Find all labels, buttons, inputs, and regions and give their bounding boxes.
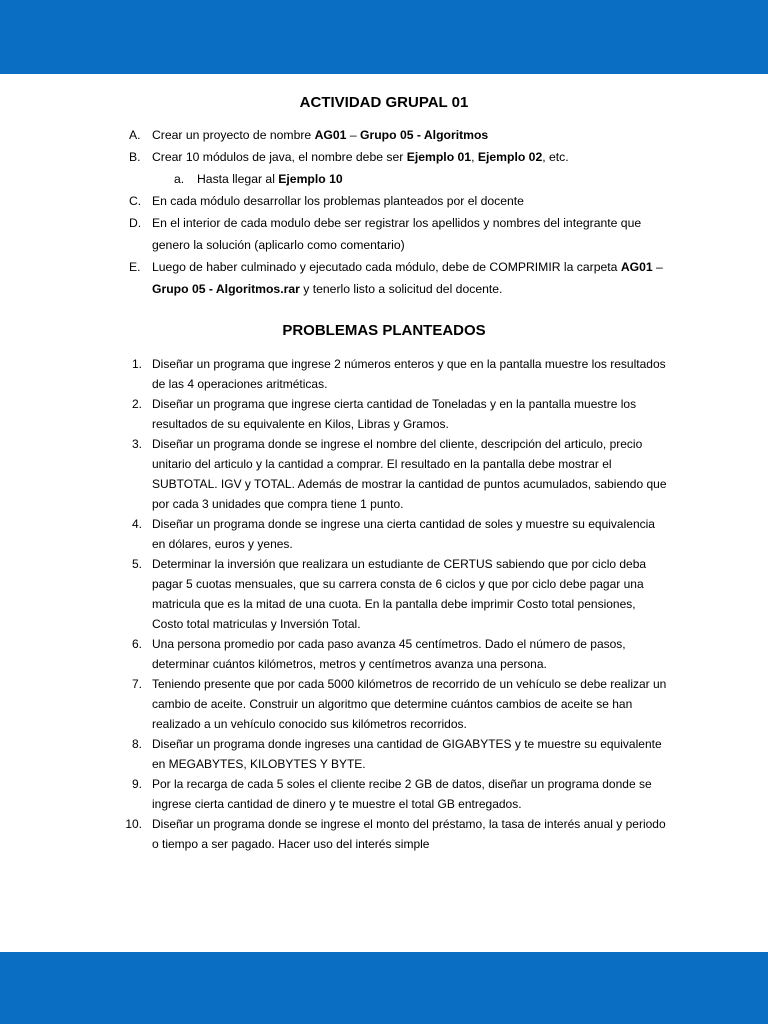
- project-name: AG01: [314, 128, 347, 142]
- instruction-label: B.: [129, 150, 141, 164]
- problem-number: 9.: [131, 777, 142, 791]
- instruction-label: C.: [129, 194, 142, 208]
- instruction-text: –: [346, 128, 360, 142]
- instruction-text: , etc.: [542, 150, 569, 164]
- instruction-text: Crear 10 módulos de java, el nombre debe ser: [152, 150, 407, 164]
- archive-name: AG01: [620, 260, 653, 274]
- instruction-label: E.: [129, 260, 141, 274]
- problem-text: Diseñar un programa donde se ingrese una cierta cantidad de soles y muestre su equivalencia en dólares, euros y yenes.: [152, 517, 655, 551]
- problem-text: Teniendo presente que por cada 5000 kilómetros de recorrido de un vehículo se debe realizar un cambio de aceite. Construir un algoritmo que determine cuántos cambios de aceite se han realizado a un vehículo conocido sus kilómetros recorridos.: [152, 677, 667, 731]
- instruction-item-e: [0, 256, 768, 300]
- problem-number: 10.: [125, 817, 142, 831]
- instruction-item-a: [0, 124, 768, 146]
- problem-number: 6.: [131, 637, 142, 651]
- problem-number: 3.: [131, 437, 142, 451]
- problem-item: [0, 394, 768, 434]
- problem-number: 8.: [131, 737, 142, 751]
- problem-item: [0, 734, 768, 774]
- problem-item: [0, 674, 768, 734]
- instruction-text: ,: [471, 150, 478, 164]
- problem-number: 1.: [131, 357, 142, 371]
- instruction-item-b-a: [0, 168, 768, 190]
- problem-item: [0, 514, 768, 554]
- problem-number: 2.: [131, 397, 142, 411]
- instruction-label: a.: [174, 172, 185, 186]
- instruction-item-d: [0, 212, 768, 256]
- instruction-text: –: [652, 260, 663, 274]
- problem-text: Por la recarga de cada 5 soles el cliente recibe 2 GB de datos, diseñar un programa donde se ingrese cierta cantidad de dinero y te muestre el total GB entregados.: [152, 777, 652, 811]
- footer-band: [0, 952, 768, 1024]
- instruction-text: Crear un proyecto de nombre: [152, 128, 315, 142]
- problem-item: [0, 554, 768, 634]
- problem-number: 4.: [131, 517, 142, 531]
- problem-text: Diseñar un programa que ingrese cierta cantidad de Toneladas y en la pantalla muestre los resultados de su equivalente en Kilos, Libras y Gramos.: [152, 397, 637, 431]
- project-name: Grupo 05 - Algoritmos: [360, 128, 489, 142]
- problem-item: [0, 814, 768, 854]
- instruction-text: Hasta llegar al: [197, 172, 279, 186]
- instruction-label: D.: [129, 216, 142, 230]
- instruction-text: y tenerlo listo a solicitud del docente.: [299, 282, 503, 296]
- instruction-item-b: [0, 146, 768, 168]
- header-band: [0, 0, 768, 74]
- instruction-text: Luego de haber culminado y ejecutado cada módulo, debe de COMPRIMIR la carpeta: [152, 260, 621, 274]
- page-title: ACTIVIDAD GRUPAL 01: [299, 94, 469, 111]
- instruction-item-c: [0, 190, 768, 212]
- problem-text: Diseñar un programa donde ingreses una cantidad de GIGABYTES y te muestre su equivalente en MEGABYTES, KILOBYTES Y BYTE.: [152, 737, 662, 771]
- archive-name: Grupo 05 - Algoritmos.rar: [152, 282, 300, 296]
- module-name: Ejemplo 10: [278, 172, 343, 186]
- problem-text: Diseñar un programa donde se ingrese el monto del préstamo, la tasa de interés anual y periodo o tiempo a ser pagado. Hacer uso del interés simple: [152, 817, 666, 851]
- problem-item: [0, 634, 768, 674]
- instruction-text: En cada módulo desarrollar los problemas planteados por el docente: [152, 194, 524, 208]
- problem-item: [0, 774, 768, 814]
- module-name: Ejemplo 01: [406, 150, 472, 164]
- module-name: Ejemplo 02: [477, 150, 543, 164]
- problem-number: 5.: [131, 557, 142, 571]
- problem-text: Diseñar un programa donde se ingrese el nombre del cliente, descripción del articulo, precio unitario del articulo y la cantidad a comprar. El resultado en la pantalla debe mostrar el SUBTOTAL. IGV y TOTAL. Además de mostrar la cantidad de puntos acumulados, sabiendo que por cada 3 unidades que compra tiene 1 punto.: [152, 437, 667, 511]
- instruction-text: En el interior de cada modulo debe ser registrar los apellidos y nombres del integrante que genero la solución (aplicarlo como comentario): [152, 216, 642, 252]
- problem-text: Diseñar un programa que ingrese 2 números enteros y que en la pantalla muestre los resultados de las 4 operaciones aritméticas.: [152, 357, 666, 391]
- instruction-label: A.: [129, 128, 141, 142]
- instructions-list: [0, 124, 768, 300]
- problems-title: PROBLEMAS PLANTEADOS: [282, 322, 486, 339]
- problem-number: 7.: [131, 677, 142, 691]
- problem-item: [0, 434, 768, 514]
- problem-text: Determinar la inversión que realizara un estudiante de CERTUS sabiendo que por ciclo deba pagar 5 cuotas mensuales, que su carrera consta de 6 ciclos y que por ciclo debe pagar una matricula que es la mitad de una cuota. En la pantalla debe imprimir Costo total pensiones, Costo total matriculas y Inversión Total.: [152, 557, 647, 631]
- problem-item: [0, 354, 768, 394]
- problem-text: Una persona promedio por cada paso avanza 45 centímetros. Dado el número de pasos, determinar cuántos kilómetros, metros y centímetros avanza una persona.: [152, 637, 626, 671]
- problems-list: [0, 354, 768, 854]
